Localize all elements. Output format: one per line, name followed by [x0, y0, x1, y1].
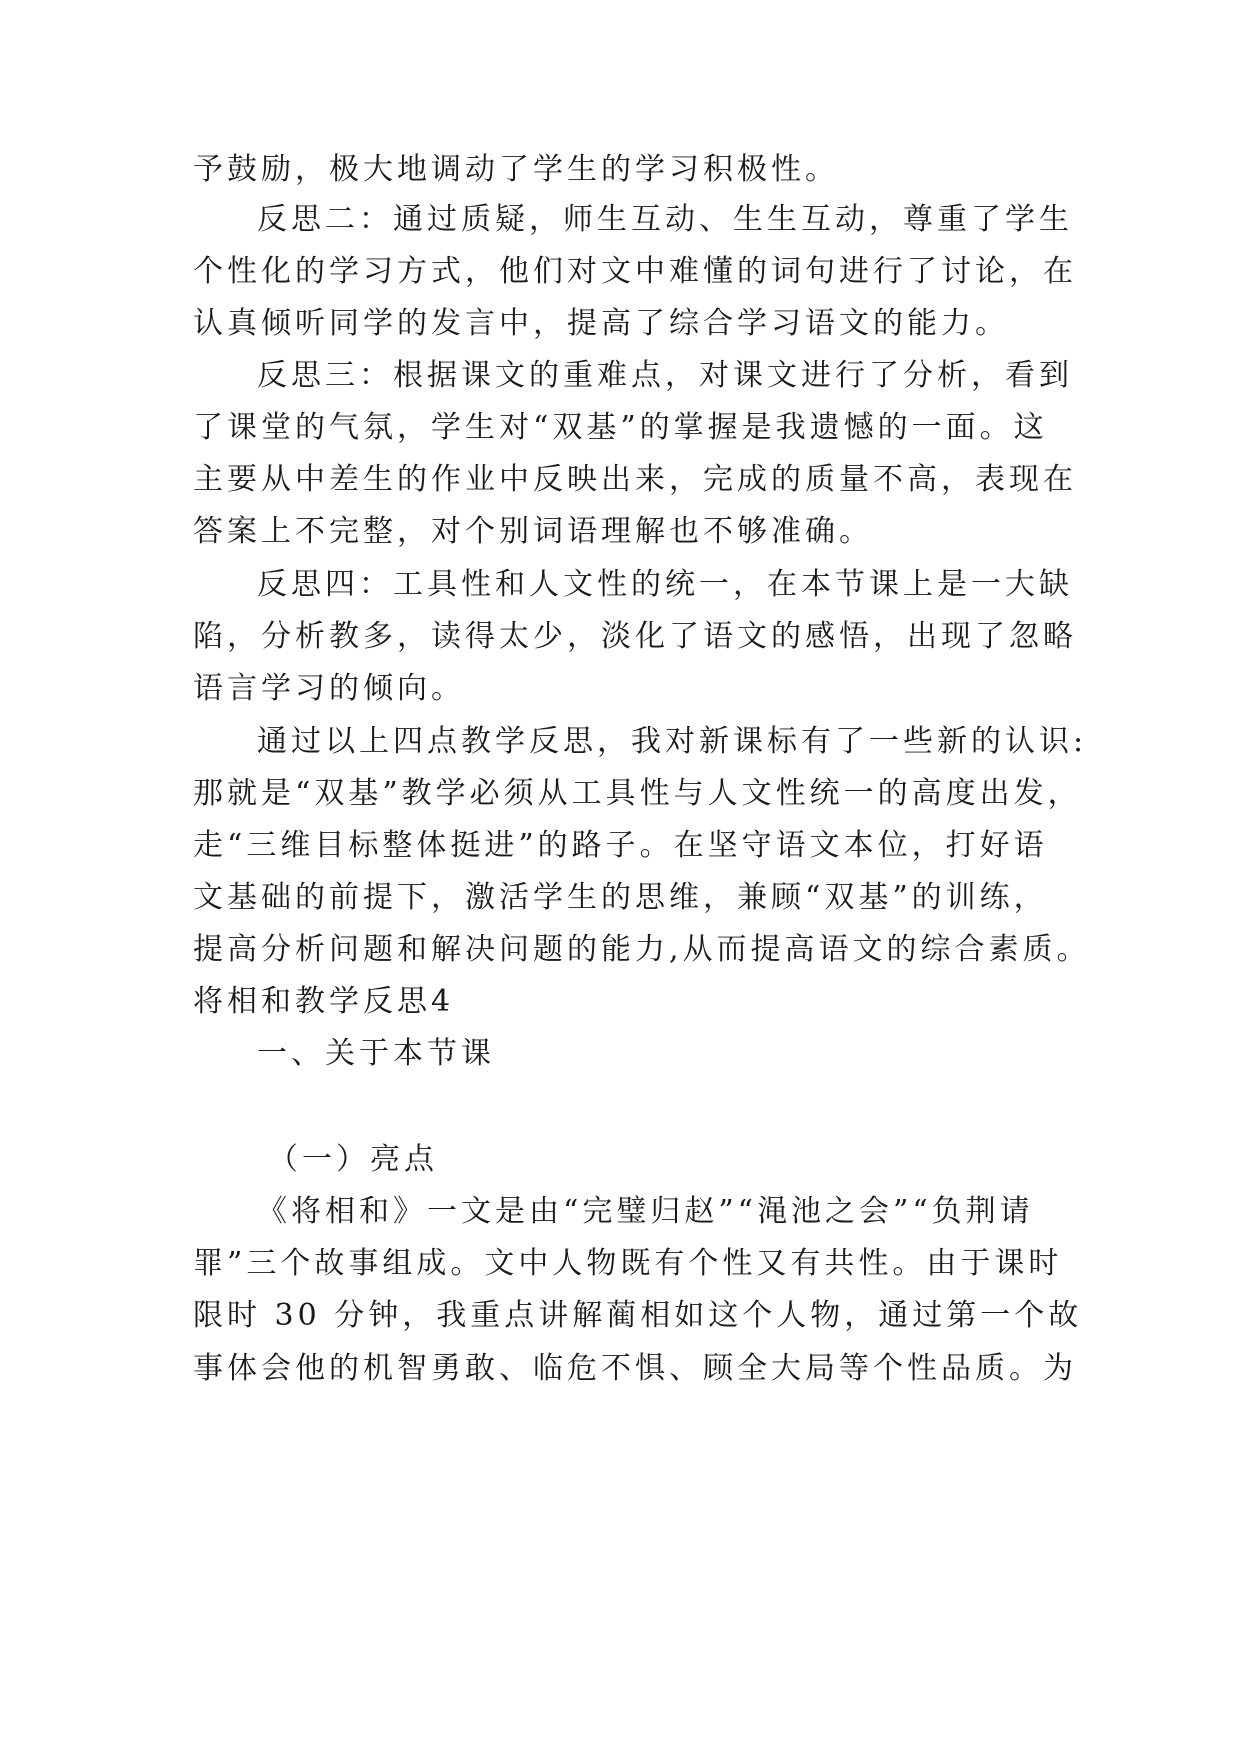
section-heading: 一、关于本节课	[257, 1036, 495, 1071]
text-line: 予鼓励，极大地调动了学生的学习积极性。	[193, 152, 839, 187]
text-line: 反思四：工具性和人文性的统一，在本节课上是一大缺	[257, 567, 1073, 602]
text-line: 走“三维目标整体挺进”的路子。在坚守语文本位，打好语	[193, 828, 1048, 863]
text-line: 陷，分析教多，读得太少，淡化了语文的感悟，出现了忽略	[193, 619, 1077, 654]
text-line: 通过以上四点教学反思，我对新课标有了一些新的认识:	[257, 724, 1088, 759]
text-line: 主要从中差生的作业中反映出来，完成的质量不高，表现在	[193, 462, 1077, 497]
text-line: 个性化的学习方式，他们对文中难懂的词句进行了讨论，在	[193, 254, 1077, 289]
text-line: 那就是“双基”教学必须从工具性与人文性统一的高度出发，	[193, 776, 1082, 811]
text-line: 反思二：通过质疑，师生互动、生生互动，尊重了学生	[257, 202, 1073, 237]
text-line: 事体会他的机智勇敢、临危不惧、顾全大局等个性品质。为	[193, 1351, 1077, 1386]
text-line: 答案上不完整，对个别词语理解也不够准确。	[193, 514, 873, 549]
text-line: 限时 30 分钟，我重点讲解蔺相如这个人物，通过第一个故	[193, 1298, 1083, 1333]
text-line: 《将相和》一文是由“完璧归赵”“渑池之会”“负荆请	[257, 1194, 1034, 1229]
subsection-heading: （一）亮点	[268, 1142, 438, 1177]
text-line: 认真倾听同学的发言中，提高了综合学习语文的能力。	[193, 306, 1009, 341]
text-line: 语言学习的倾向。	[193, 671, 465, 706]
text-line: 文基础的前提下，激活学生的思维，兼顾“双基”的训练，	[193, 880, 1048, 915]
text-line: 了课堂的气氛，学生对“双基”的掌握是我遗憾的一面。这	[193, 410, 1048, 445]
text-line: 反思三：根据课文的重难点，对课文进行了分析，看到	[257, 358, 1073, 393]
section-title: 将相和教学反思4	[193, 984, 455, 1019]
text-line: 提高分析问题和解决问题的能力,从而提高语文的综合素质。	[193, 932, 1091, 967]
text-line: 罪”三个故事组成。文中人物既有个性又有共性。由于课时	[193, 1246, 1063, 1281]
